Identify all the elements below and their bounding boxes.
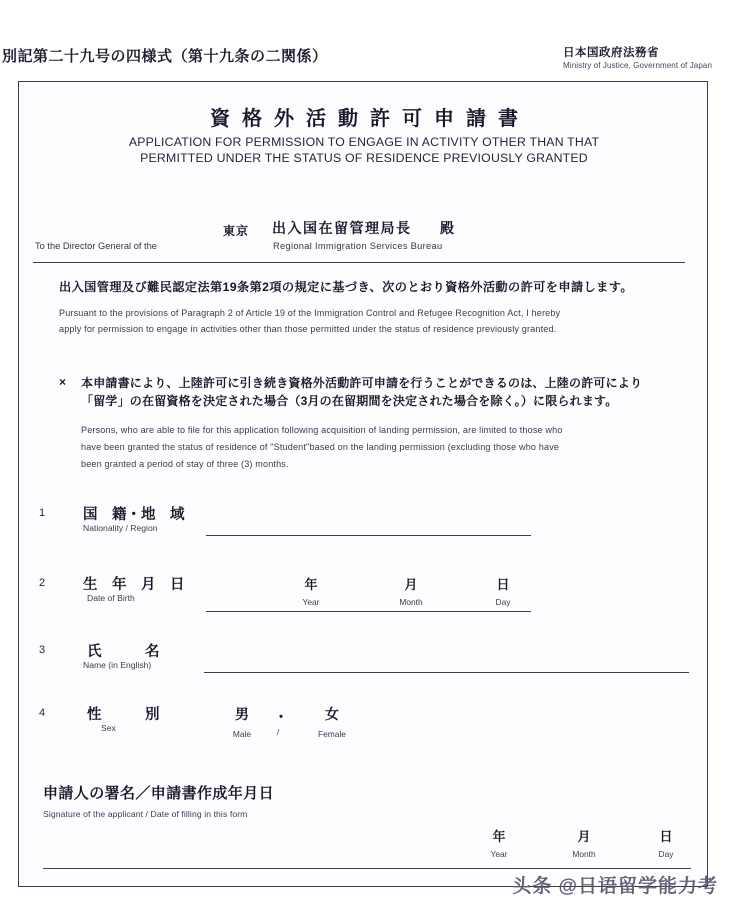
statement-section — [59, 278, 679, 337]
sex-option-male[interactable] — [219, 704, 265, 739]
field-name-number: 3 — [39, 644, 46, 656]
sex-female-jp: 女 — [325, 706, 339, 722]
form-title-en-line1: APPLICATION FOR PERMISSION TO ENGAGE IN ACTIVITY OTHER THAN THAT — [128, 135, 600, 149]
signature-label-en: Signature of the applicant / Date of filling in this form — [43, 809, 248, 819]
field-name-input-line[interactable] — [204, 672, 689, 673]
signature-month-en: Month — [572, 849, 596, 859]
note-en — [81, 422, 684, 473]
statement-jp: 出入国管理及び難民認定法第19条第2項の規定に基づき、次のとおり資格外活動の許可を申請します。 — [59, 280, 633, 294]
note-en-line3: been granted a period of stay of three (3) months. — [81, 459, 289, 469]
note-jp-line2: 「留学」の在留資格を決定された場合（3月の在留期間を決定された場合を除く。）に限られます。 — [81, 394, 618, 408]
dob-day-en: Day — [495, 597, 511, 607]
signature-day-en: Day — [658, 849, 674, 859]
field-sex-number: 4 — [39, 707, 46, 719]
note-jp-line1: 本申請書により、上陸許可に引き続き資格外活動許可申請を行うことができるのは、上陸の許可により — [81, 376, 643, 390]
note-en-line2: have been granted the status of residence of "Student"based on the landing permission (excluding those who have — [81, 442, 560, 452]
ministry-block — [563, 44, 712, 70]
field-sex-label-en: Sex — [101, 723, 116, 733]
dob-month-column — [391, 574, 431, 607]
field-date-of-birth-number: 2 — [39, 577, 46, 589]
form-title-en — [19, 134, 709, 166]
field-name-label-en: Name (in English) — [83, 660, 152, 670]
statement-en-line2: apply for permission to engage in activities other than those permitted under the status of residence previously granted. — [59, 324, 557, 334]
addressee-section — [27, 215, 701, 263]
signature-day-jp: 日 — [659, 829, 673, 844]
signature-input-line[interactable] — [43, 868, 691, 869]
watermark-text: 头条 @日语留学能力考 — [512, 876, 718, 897]
sex-male-jp: 男 — [235, 706, 249, 722]
signature-year-column — [479, 826, 519, 859]
dob-year-column — [291, 574, 331, 607]
signature-section — [43, 782, 683, 819]
dob-month-en: Month — [399, 597, 423, 607]
sex-separator-dot: ・ — [274, 709, 288, 725]
form-title-en-line2: PERMITTED UNDER THE STATUS OF RESIDENCE PREVIOUSLY GRANTED — [140, 151, 588, 165]
sex-male-en: Male — [232, 729, 252, 739]
addressee-to-label: To the Director General of the — [35, 241, 157, 251]
dob-day-column — [483, 574, 523, 607]
ministry-name-jp: 日本国政府法務省 — [563, 47, 660, 59]
field-nationality-label-en: Nationality / Region — [83, 523, 158, 533]
field-nationality-input-line[interactable] — [206, 535, 531, 536]
signature-label-jp: 申請人の署名／申請書作成年月日 — [43, 785, 275, 802]
statement-en — [59, 305, 679, 337]
statement-en-line1: Pursuant to the provisions of Paragraph 2 of Article 19 of the Immigration Control and Refugee Recognition Act, I hereby — [59, 308, 561, 318]
addressee-underline — [33, 262, 685, 263]
signature-day-column — [646, 826, 686, 859]
addressee-honorific: 殿 — [440, 220, 454, 236]
dob-year-en: Year — [302, 597, 320, 607]
ministry-name-en: Ministry of Justice, Government of Japan — [563, 61, 712, 70]
field-date-of-birth-label-en: Date of Birth — [87, 593, 135, 603]
sex-female-en: Female — [318, 729, 346, 739]
signature-year-en: Year — [490, 849, 508, 859]
form-code-label: 別記第二十九号の四様式（第十九条の二関係） — [2, 48, 328, 65]
signature-month-column — [564, 826, 604, 859]
note-en-line1: Persons, who are able to file for this application following acquisition of landing permission, are limited to those who — [81, 425, 563, 435]
field-nationality-number: 1 — [39, 507, 46, 519]
field-name-label-jp: 氏 名 — [87, 644, 160, 660]
document-header — [0, 42, 730, 80]
note-section — [59, 374, 684, 473]
note-cross-icon: × — [59, 375, 67, 389]
field-sex-label-jp: 性 別 — [87, 707, 160, 723]
dob-year-jp: 年 — [304, 577, 318, 592]
sex-separator-slash: / — [277, 727, 280, 737]
signature-year-jp: 年 — [492, 829, 506, 844]
sex-option-female[interactable] — [309, 704, 355, 739]
addressee-city-field[interactable]: 東京 — [223, 224, 250, 238]
field-nationality-label-jp: 国 籍・地 域 — [83, 507, 185, 523]
form-title-jp: 資格外活動許可申請書 — [210, 108, 530, 130]
signature-month-jp: 月 — [577, 829, 591, 844]
addressee-bureau-en: Regional Immigration Services Bureau — [273, 241, 443, 251]
note-jp — [81, 374, 684, 410]
dob-day-jp: 日 — [496, 577, 510, 592]
dob-month-jp: 月 — [404, 577, 418, 592]
application-form-sheet — [18, 81, 708, 887]
field-date-of-birth-input-line[interactable] — [206, 611, 531, 612]
field-date-of-birth-label-jp: 生 年 月 日 — [83, 577, 185, 593]
addressee-bureau-jp: 出入国在留管理局長 — [272, 220, 412, 236]
